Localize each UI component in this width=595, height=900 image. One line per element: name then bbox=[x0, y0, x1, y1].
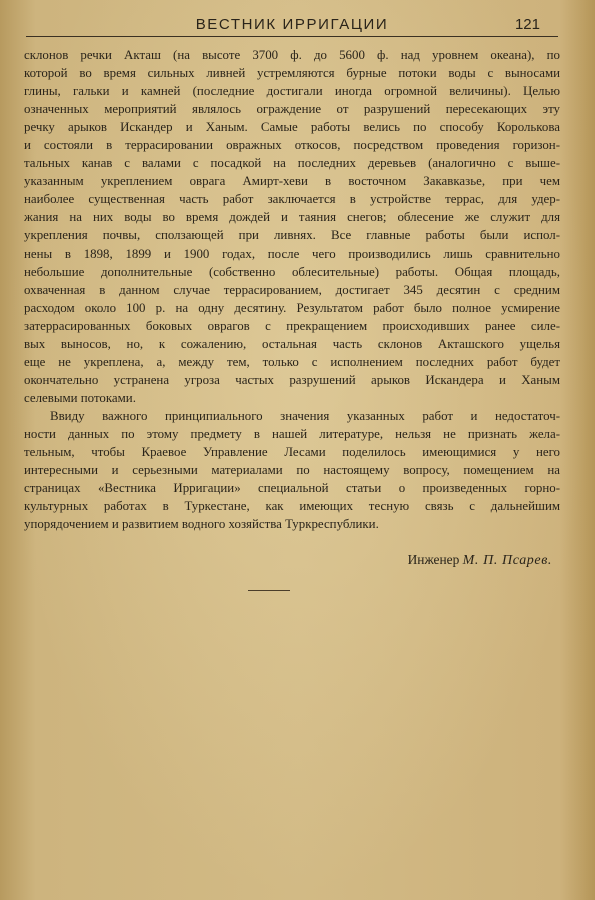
text-line: селевыми потоками. bbox=[24, 390, 136, 405]
paragraph-1 bbox=[24, 46, 560, 407]
text-line: речку арыков Искандер и Ханым. Самые работы велись по способу Королькова bbox=[24, 120, 560, 135]
text-line: вых выносов, но, к сожалению, остальная часть склонов Акташского ущелья bbox=[24, 336, 560, 351]
text-line: Ввиду важного принципиального значения указанных работ и недостаточ- bbox=[50, 408, 560, 423]
text-line: окончательно устранена угроза частых разрушений арыков Искандера и Ханым bbox=[24, 372, 560, 387]
author-role: Инженер bbox=[407, 552, 460, 567]
text-line: наиболее существенная часть работ заключается в устройстве террас, для удер- bbox=[24, 192, 560, 207]
text-line: затеррасированных боковых оврагов с прекращением происходивших ранее силе- bbox=[24, 318, 560, 333]
text-line: интересными и серьезными материалами по настоящему вопросу, помещением на bbox=[24, 463, 560, 478]
running-head bbox=[26, 14, 558, 37]
text-line: еще не укреплена, а, между тем, только с исполнением последних работ будет bbox=[24, 354, 560, 369]
text-line: нены в 1898, 1899 и 1900 годах, после чего производились лишь сравнительно bbox=[24, 246, 560, 261]
text-line: небольшие дополнительные (собственно облесительные) работы. Общая площадь, bbox=[24, 264, 560, 279]
paragraph-2 bbox=[24, 407, 560, 533]
page-number: 121 bbox=[514, 16, 540, 33]
journal-title: ВЕСТНИК ИРРИГАЦИИ bbox=[195, 16, 389, 33]
text-line: упорядочением и развитием водного хозяйства Туркреспублики. bbox=[24, 517, 379, 532]
text-line: жания на них воды во время дождей и таяния снегов; облесение же служит для bbox=[24, 210, 560, 225]
text-line: склонов речки Акташ (на высоте 3700 ф. до 5600 ф. над уровнем океана), по bbox=[24, 48, 560, 62]
text-line: ности данных по этому предмету в нашей литературе, нельзя не признать жела- bbox=[24, 426, 560, 441]
text-line: означенных мероприятий являлось ограждение от разрушений пересекающих эту bbox=[24, 102, 560, 117]
article-body bbox=[24, 46, 560, 568]
text-line: тельным, чтобы Краевое Управление Лесами поделилось имеющимися у него bbox=[24, 445, 560, 460]
text-line: культурных работах в Туркестане, как имеющих тесную связь с дальнейшим bbox=[24, 499, 560, 514]
text-line: укрепления почвы, сползающей при ливнях. Все главные работы были испол- bbox=[24, 228, 560, 243]
text-line: указанным укреплением оврага Амирт-хеви в восточном Закавказье, при чем bbox=[24, 174, 560, 189]
author-name: М. П. Псарев. bbox=[462, 553, 552, 568]
text-line: тальных канав с валами с посадкой на последних деревьев (аналогично с выше- bbox=[24, 156, 560, 171]
end-of-article-rule bbox=[248, 590, 290, 591]
text-line: глины, гальки и камней (последние достигали иногда огромной величины). Целью bbox=[24, 84, 560, 99]
text-line: расходом около 100 р. на одну десятину. Результатом работ было полное усмирение bbox=[24, 300, 560, 315]
text-line: страницах «Вестника Ирригации» специальной статьи о произведенных горно- bbox=[24, 481, 560, 496]
author-signature bbox=[24, 552, 552, 569]
text-line: охваченная в данном случае террасированием, достигает 345 десятин с средним bbox=[24, 282, 560, 297]
text-line: которой во время сильных ливней устремляются бурные потоки воды с выносами bbox=[24, 66, 560, 81]
text-line: и состояли в террасировании овражных откосов, посредством проведения горизон- bbox=[24, 138, 560, 153]
